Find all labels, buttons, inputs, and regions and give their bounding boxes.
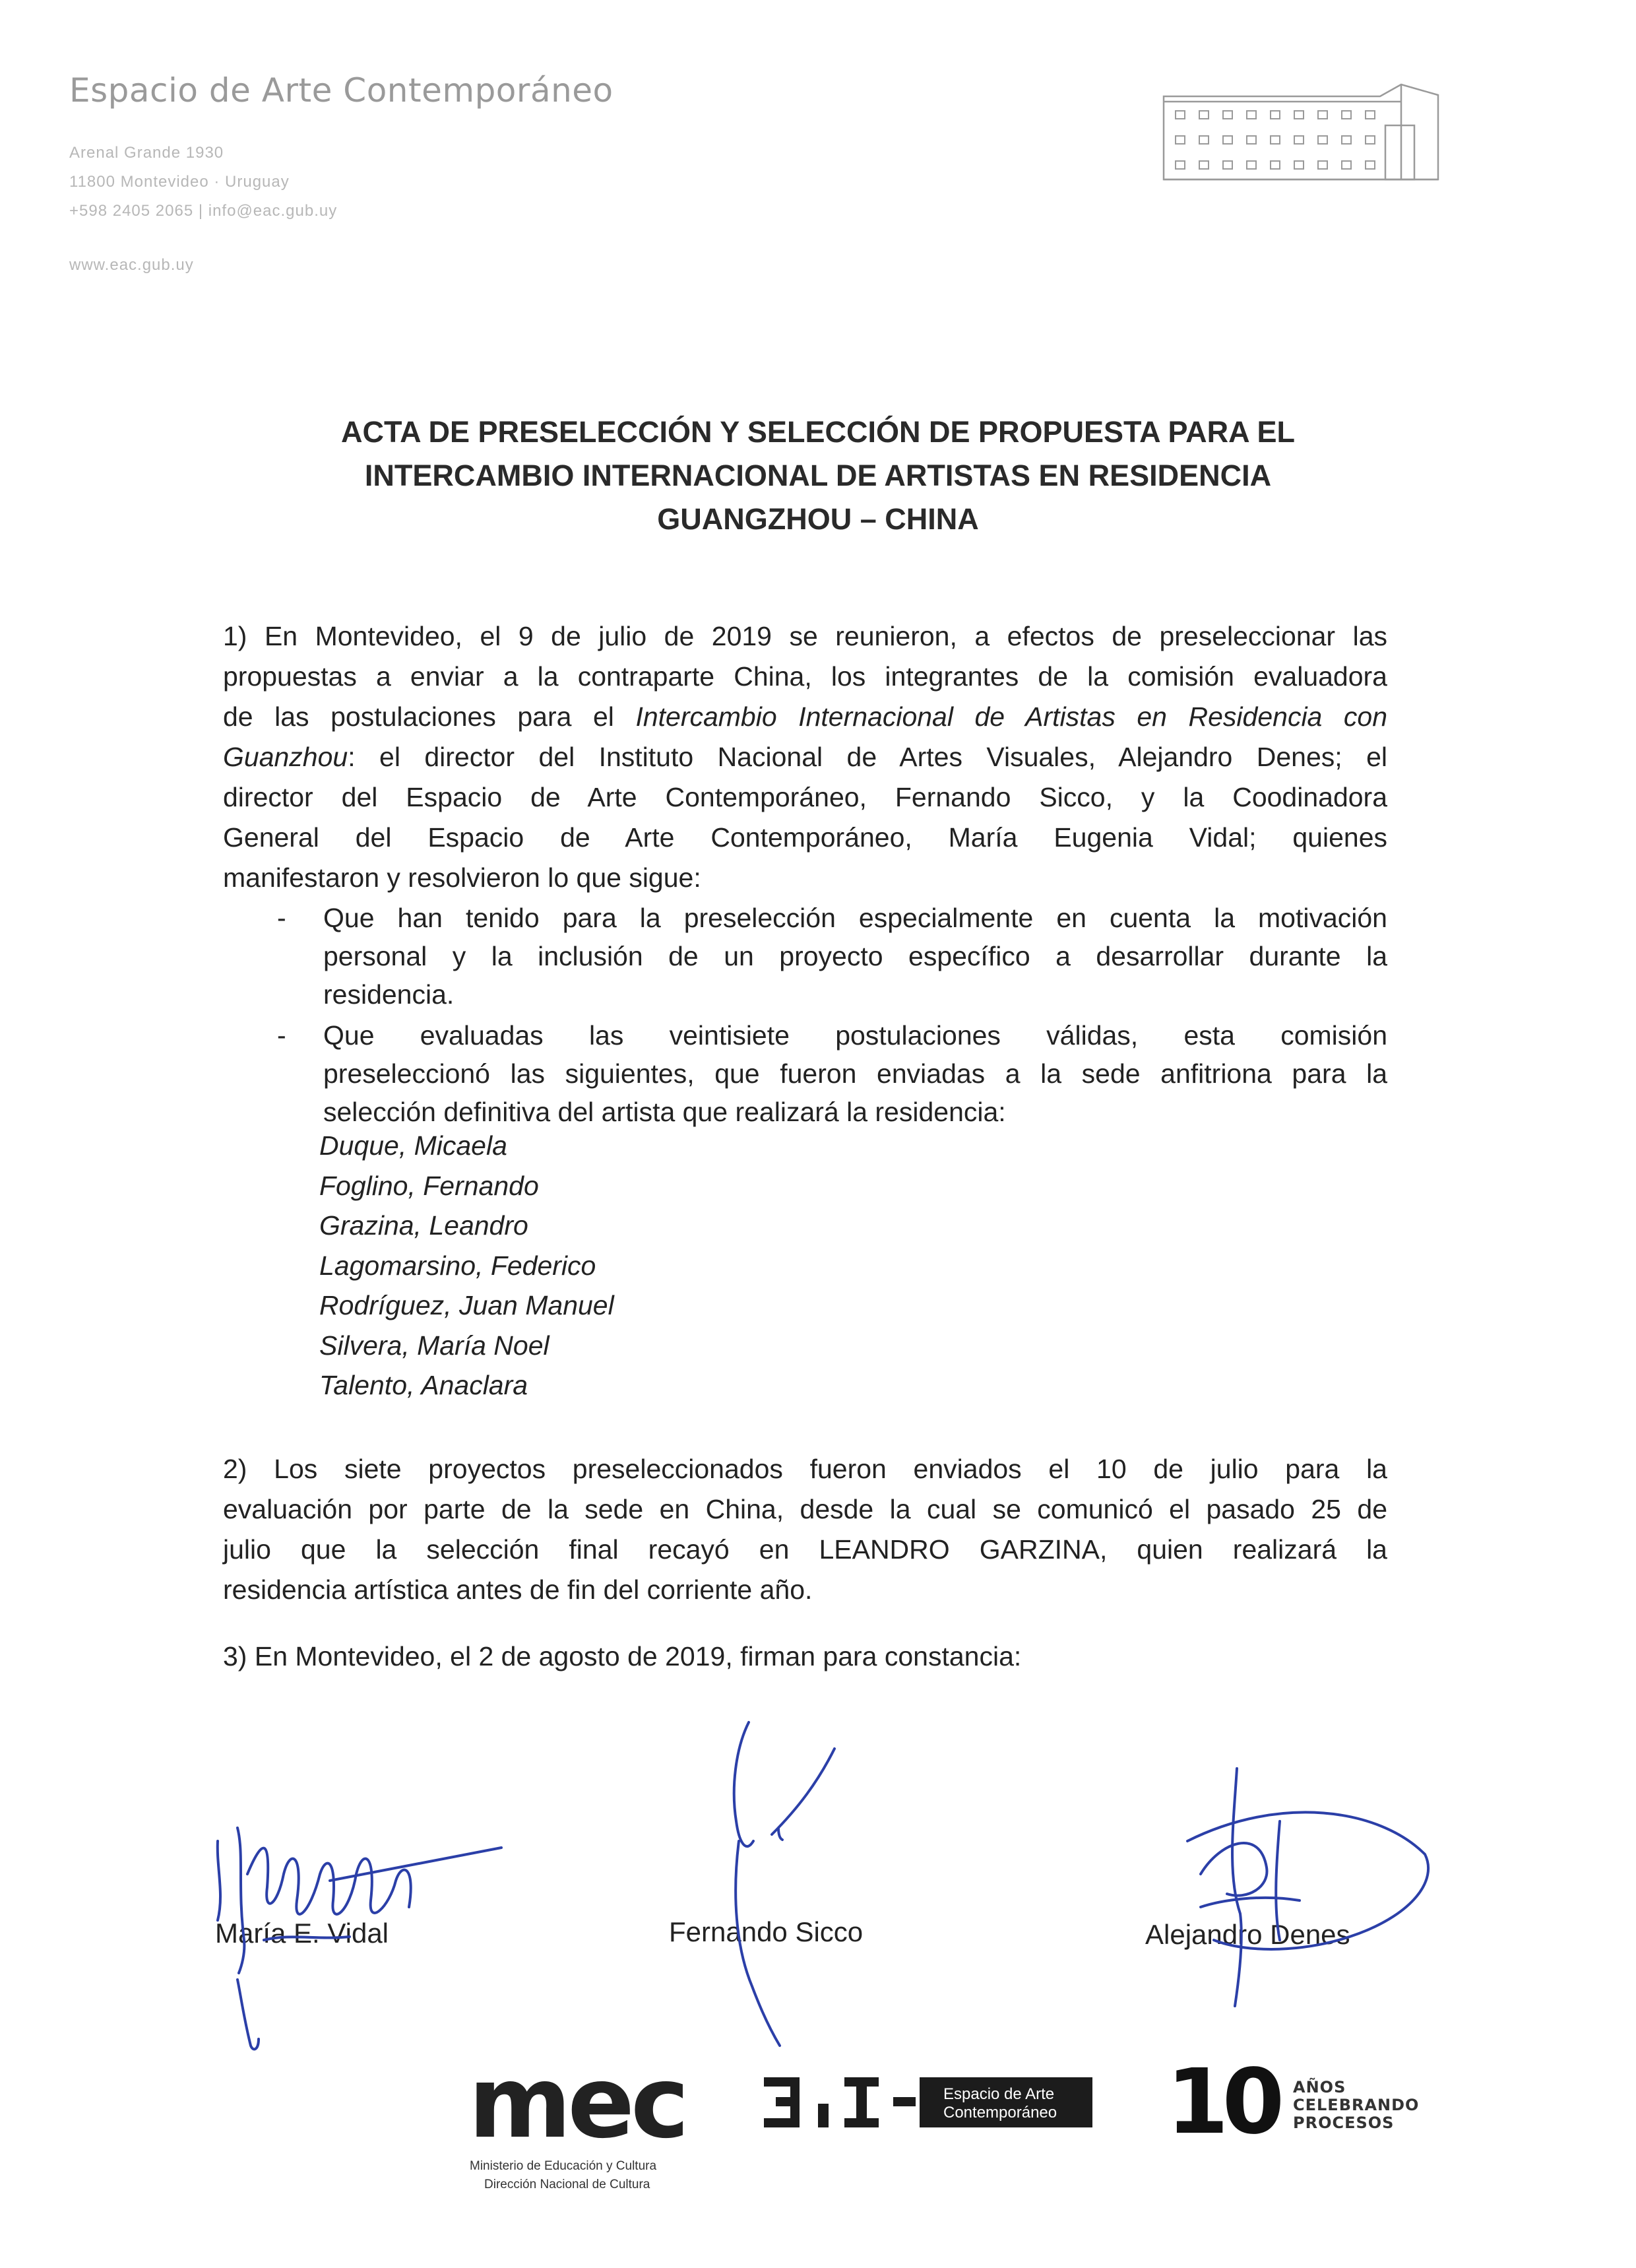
anniversary-line-3: PROCESOS (1293, 2114, 1395, 2132)
anniversary-number: 10 (1166, 2050, 1278, 2155)
signature-vidal (198, 1742, 567, 2059)
bullet-line: Que evaluadas las veintisiete postulaciones válidas, esta comisión (323, 1020, 1387, 1051)
list-item (277, 899, 1387, 1014)
candidate-name: Duque, Micaela (319, 1130, 507, 1161)
paragraph-1-line: General del Espacio de Arte Contemporáneo, María Eugenia Vidal; quienes (223, 822, 1387, 853)
paragraph-1-line: director del Espacio de Arte Contemporáneo, Fernando Sicco, y la Coodinadora (223, 782, 1387, 812)
bullet-line: residencia. (323, 979, 455, 1010)
paragraph-2-line: evaluación por parte de la sede en China, desde la cual se comunicó el pasado 25 de (223, 1494, 1387, 1524)
organization-name: Espacio de Arte Contemporáneo (69, 71, 614, 110)
title-line-2: INTERCAMBIO INTERNACIONAL DE ARTISTAS EN RESIDENCIA (364, 459, 1272, 492)
signature-sicco (699, 1709, 910, 2052)
candidate-name: Silvera, María Noel (319, 1330, 550, 1361)
contact-line: +598 2405 2065 | info@eac.gub.uy (69, 202, 338, 220)
address-line-1: Arenal Grande 1930 (69, 144, 224, 162)
paragraph-1-line: manifestaron y resolvieron lo que sigue: (223, 862, 701, 893)
bullet-line: preseleccionó las siguientes, que fueron enviadas a la sede anfitriona para la (323, 1058, 1387, 1089)
eac-logo-line-1: Espacio de Arte (943, 2085, 1055, 2103)
paragraph-1-line: propuestas a enviar a la contraparte China, los integrantes de la comisión evaluadora (223, 661, 1387, 692)
building-logo-icon (1162, 83, 1439, 181)
candidate-name: Rodríguez, Juan Manuel (319, 1290, 614, 1320)
paragraph-2 (223, 1449, 1387, 1610)
signatory-name-vidal: María E. Vidal (215, 1918, 389, 1949)
eac-logo-mark-icon (764, 2077, 916, 2129)
bullet-line: personal y la inclusión de un proyecto específico a desarrollar durante la (323, 941, 1387, 971)
mec-ministry-line: Ministerio de Educación y Cultura (470, 2159, 657, 2173)
title-line-1: ACTA DE PRESELECCIÓN Y SELECCIÓN DE PROPUESTA PARA EL (340, 415, 1296, 449)
website-line: www.eac.gub.uy (69, 256, 194, 274)
paragraph-1-line (223, 737, 1387, 777)
bullet-dash: - (277, 1020, 286, 1051)
paragraph-1-text: de las postulaciones para el (223, 701, 636, 732)
paragraph-2-line: julio que la selección final recayó en LEANDRO GARZINA, quien realizará la (223, 1534, 1387, 1565)
document-title (198, 410, 1438, 541)
candidate-list (319, 1126, 614, 1406)
paragraph-2-line: residencia artística antes de fin del corriente año. (223, 1574, 813, 1605)
candidate-name: Talento, Anaclara (319, 1370, 528, 1400)
anniversary-line-2: CELEBRANDO (1293, 2096, 1420, 2114)
eac-logo-line-2: Contemporáneo (943, 2104, 1057, 2122)
paragraph-3 (223, 1636, 1387, 1677)
candidate-name: Foglino, Fernando (319, 1170, 539, 1201)
paragraph-1-line: 1) En Montevideo, el 9 de julio de 2019 se reunieron, a efectos de preseleccionar las (223, 621, 1387, 651)
candidate-name: Grazina, Leandro (319, 1210, 528, 1241)
paragraph-2-line: 2) Los siete proyectos preseleccionados fueron enviados el 10 de julio para la (223, 1454, 1387, 1484)
signatory-name-denes: Alejandro Denes (1145, 1919, 1350, 1950)
signatory-name-sicco: Fernando Sicco (669, 1916, 864, 1947)
anniversary-line-1: AÑOS (1293, 2078, 1346, 2096)
paragraph-3-line: 3) En Montevideo, el 2 de agosto de 2019, firman para constancia: (223, 1641, 1022, 1671)
paragraph-1-line (223, 697, 1387, 737)
city-name-italic: Guanzhou (223, 742, 348, 772)
signature-denes (1161, 1742, 1451, 2046)
bullet-dash: - (277, 903, 286, 933)
bullet-line: Que han tenido para la preselección especialmente en cuenta la motivación (323, 903, 1387, 933)
program-name-italic: Intercambio Internacional de Artistas en Residencia con (635, 701, 1387, 732)
list-item (277, 1016, 1387, 1131)
address-line-2: 11800 Montevideo · Uruguay (69, 173, 290, 191)
mec-logo: mec (468, 2046, 685, 2160)
paragraph-1 (223, 616, 1387, 898)
paragraph-1-text: : el director del Instituto Nacional de Artes Visuales, Alejandro Denes; el (348, 742, 1387, 772)
bullet-line: selección definitiva del artista que realizará la residencia: (323, 1097, 1006, 1127)
anniversary-text (1293, 2079, 1419, 2132)
title-line-3: GUANGZHOU – CHINA (657, 502, 979, 536)
resolution-list (277, 899, 1387, 1134)
candidate-name: Lagomarsino, Federico (319, 1250, 596, 1281)
eac-logo-box (920, 2077, 1092, 2127)
mec-direction-line: Dirección Nacional de Cultura (484, 2178, 650, 2191)
